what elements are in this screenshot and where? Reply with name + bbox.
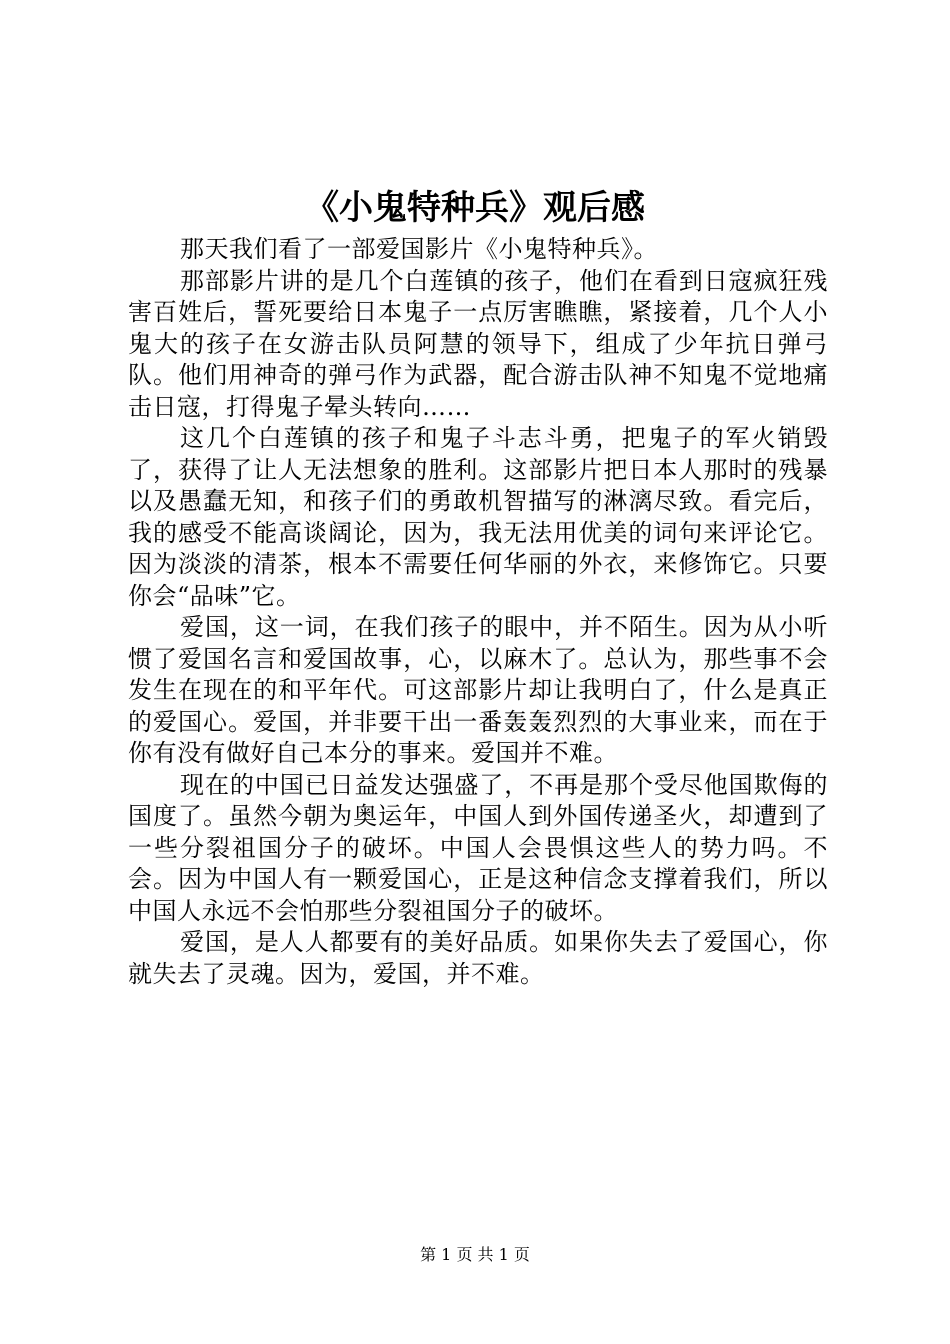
paragraph-6: 爱国，是人人都要有的美好品质。如果你失去了爱国心，你就失去了灵魂。因为，爱国，并不难。 — [128, 928, 828, 988]
page-footer: 第 1 页 共 1 页 — [420, 1245, 530, 1264]
paragraph-2: 那部影片讲的是几个白莲镇的孩子，他们在看到日寇疯狂残害百姓后，誓死要给日本鬼子一点厉害瞧瞧，紧接着，几个人小鬼大的孩子在女游击队员阿慧的领导下，组成了少年抗日弹弓队。他们用神奇的弹弓作为武器，配合游击队神不知鬼不觉地痛击日寇，打得鬼子晕头转向…… — [128, 266, 828, 421]
paragraph-1: 那天我们看了一部爱国影片《小鬼特种兵》。 — [180, 235, 658, 263]
paragraph-5: 现在的中国已日益发达强盛了，不再是那个受尽他国欺侮的国度了。虽然今朝为奥运年，中国人到外国传递圣火，却遭到了一些分裂祖国分子的破坏。中国人会畏惧这些人的势力吗。不会。因为中国人有一颗爱国心，正是这种信念支撑着我们，所以中国人永远不会怕那些分裂祖国分子的破坏。 — [128, 770, 828, 925]
paragraph-3: 这几个白莲镇的孩子和鬼子斗志斗勇，把鬼子的军火销毁了，获得了让人无法想象的胜利。这部影片把日本人那时的残暴以及愚蠢无知，和孩子们的勇敢机智描写的淋漓尽致。看完后，我的感受不能高谈阔论，因为，我无法用优美的词句来评论它。因为淡淡的清茶，根本不需要任何华丽的外衣，来修饰它。只要你会“品味”它。 — [128, 424, 828, 610]
document-body — [128, 234, 828, 990]
document-title: 《小鬼特种兵》观后感 — [305, 188, 645, 228]
paragraph-4: 爱国，这一词，在我们孩子的眼中，并不陌生。因为从小听惯了爱国名言和爱国故事，心，以麻木了。总认为，那些事不会发生在现在的和平年代。可这部影片却让我明白了，什么是真正的爱国心。爱国，并非要干出一番轰轰烈烈的大事业来，而在于你有没有做好自己本分的事来。爱国并不难。 — [128, 613, 828, 767]
